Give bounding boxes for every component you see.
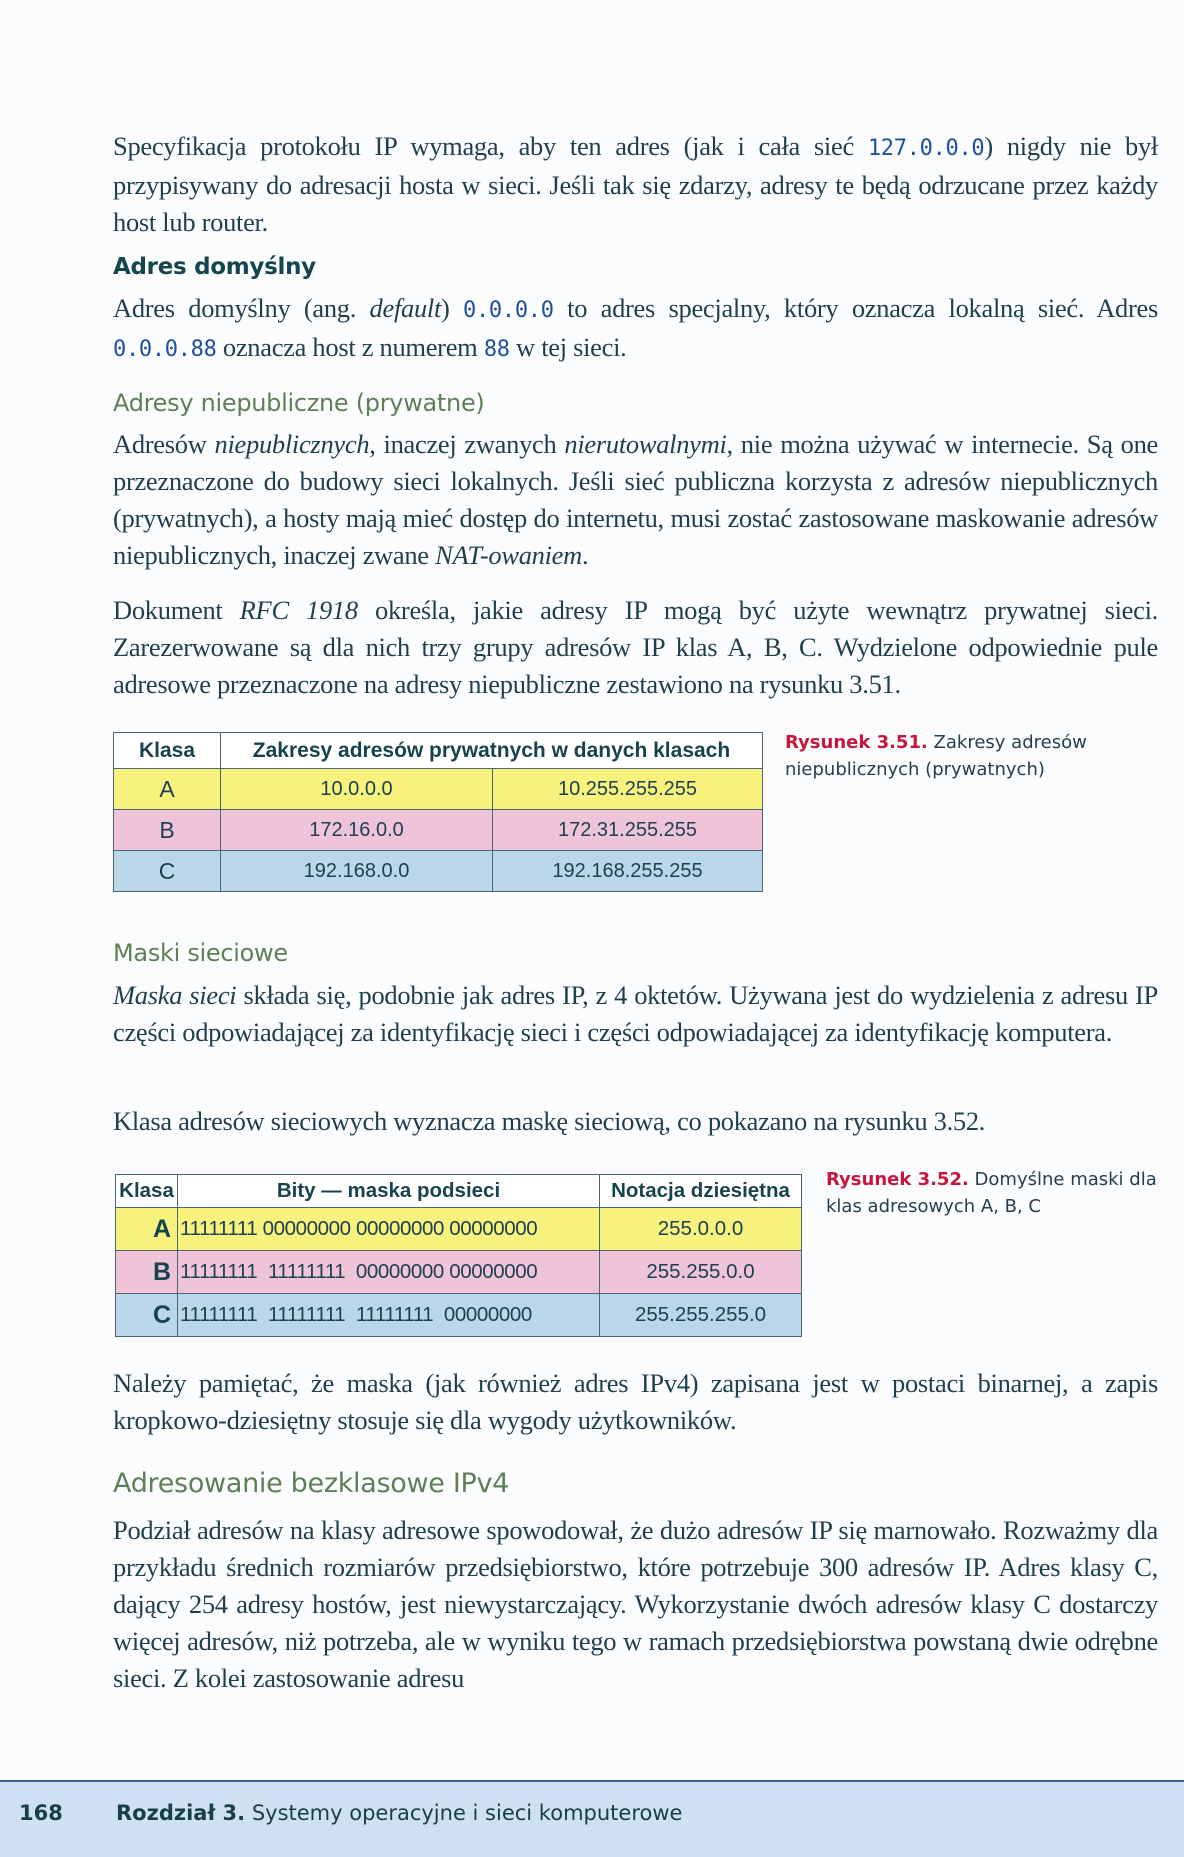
paragraph-private-addresses: Adresów niepublicznych, inaczej zwanych nierutowalnymi, nie można używać w internecie. Są one przeznaczone do budowy sieci lokalnych. Jeśli sieć publiczna korzysta z adresów niepublicznych (prywatnych), a hosty mają mieć dostęp do internetu, musi zostać zastosowane maskowanie adresów niepublicznych, inaczej zwane NAT-owaniem. — [113, 429, 1159, 570]
cell-bits: 11111111 11111111 00000000 00000000 — [178, 1251, 600, 1294]
header-bits: Bity — maska podsieci — [178, 1175, 600, 1208]
header-decimal: Notacja dziesiętna — [600, 1175, 802, 1208]
paragraph-netmask: Maska sieci składa się, podobnie jak adres IP, z 4 oktetów. Używana jest do wydzielenia z adresu IP części odpowiadającej za identyfikację sieci i części odpowiadającej za identyfikację komputera. — [113, 980, 1158, 1047]
header-class: Klasa — [116, 1175, 178, 1208]
code-host-number: 88 — [483, 337, 510, 362]
cell-range-to: 192.168.255.255 — [493, 851, 763, 892]
page-footer — [0, 1780, 1184, 1857]
paragraph-class-mask: Klasa adresów sieciowych wyznacza maskę sieciową, co pokazano na rysunku 3.52. — [113, 1106, 986, 1136]
paragraph-loopback: Specyfikacja protokołu IP wymaga, aby ten adres (jak i cała sieć 127.0.0.0) nigdy nie był przypisywany do adresacji hosta w sieci. Jeśli tak się zdarzy, adresy te będą odrzucane przez każdy host lub router. — [113, 131, 1158, 237]
figure-caption-3-51: Rysunek 3.51. Zakresy adresów niepublicznych (prywatnych) — [785, 732, 1087, 780]
cell-range-from: 10.0.0.0 — [221, 769, 493, 810]
cell-class: B — [114, 810, 221, 851]
table-row — [116, 1208, 802, 1251]
chapter-title: Rozdział 3. Systemy operacyjne i sieci komputerowe — [116, 1801, 683, 1825]
paragraph-default-address: Adres domyślny (ang. default) 0.0.0.0 to adres specjalny, który oznacza lokalną sieć. Adres 0.0.0.88 oznacza host z numerem 88 w tej sieci. — [113, 293, 1158, 362]
table-row — [114, 851, 763, 892]
table-row — [114, 810, 763, 851]
table-header-row — [116, 1175, 802, 1208]
cell-decimal: 255.0.0.0 — [600, 1208, 802, 1251]
paragraph-classless: Podział adresów na klasy adresowe spowodował, że dużo adresów IP się marnowało. Rozważmy dla przykładu średnich rozmiarów przedsiębiorstwo, które potrzebuje 300 adresów IP. Adres klasy C, dający 254 adresy hostów, jest niewystarczający. Wykorzystanie dwóch adresów klasy C dostarczy więcej adresów, niż potrzeba, ale w wyniku tego w ramach przedsiębiorstwa powstaną dwie odrębne sieci. Z kolei zastosowanie adresu — [113, 1515, 1158, 1693]
default-masks-table — [115, 1174, 802, 1337]
cell-range-to: 10.255.255.255 — [493, 769, 763, 810]
heading-private-addresses: Adresy niepubliczne (prywatne) — [113, 389, 485, 417]
code-default-address: 0.0.0.0 — [463, 298, 554, 323]
table-row — [116, 1251, 802, 1294]
cell-decimal: 255.255.255.0 — [600, 1294, 802, 1337]
cell-class: C — [114, 851, 221, 892]
private-ranges-table — [113, 732, 763, 892]
table-row — [116, 1294, 802, 1337]
paragraph-rfc1918: Dokument RFC 1918 określa, jakie adresy IP mogą być użyte wewnątrz prywatnej sieci. Zarezerwowane są dla nich trzy grupy adresów IP klas A, B, C. Wydzielone odpowiednie pule adresowe przeznaczone na adresy niepubliczne zestawiono na rysunku 3.51. — [113, 595, 1158, 699]
cell-class: C — [116, 1294, 178, 1337]
page-number: 168 — [19, 1801, 63, 1825]
cell-class: A — [114, 769, 221, 810]
table-header-row — [114, 733, 763, 769]
table-row — [114, 769, 763, 810]
paragraph-binary-note: Należy pamiętać, że maska (jak również adres IPv4) zapisana jest w postaci binarnej, a zapis kropkowo-dziesiętny stosuje się dla wygody użytkowników. — [113, 1368, 1158, 1435]
cell-decimal: 255.255.0.0 — [600, 1251, 802, 1294]
code-loopback-network: 127.0.0.0 — [867, 136, 985, 161]
header-ranges: Zakresy adresów prywatnych w danych klasach — [221, 733, 763, 769]
code-host-address: 0.0.0.88 — [113, 337, 217, 362]
cell-range-from: 192.168.0.0 — [221, 851, 493, 892]
cell-bits: 11111111 00000000 00000000 00000000 — [178, 1208, 600, 1251]
heading-netmasks: Maski sieciowe — [113, 939, 288, 967]
cell-range-to: 172.31.255.255 — [493, 810, 763, 851]
cell-range-from: 172.16.0.0 — [221, 810, 493, 851]
header-class: Klasa — [114, 733, 221, 769]
heading-default-address: Adres domyślny — [113, 254, 316, 280]
heading-classless: Adresowanie bezklasowe IPv4 — [113, 1468, 510, 1499]
cell-bits: 11111111 11111111 11111111 00000000 — [178, 1294, 600, 1337]
cell-class: A — [116, 1208, 178, 1251]
cell-class: B — [116, 1251, 178, 1294]
figure-caption-3-52: Rysunek 3.52. Domyślne maski dla klas adresowych A, B, C — [826, 1169, 1157, 1217]
